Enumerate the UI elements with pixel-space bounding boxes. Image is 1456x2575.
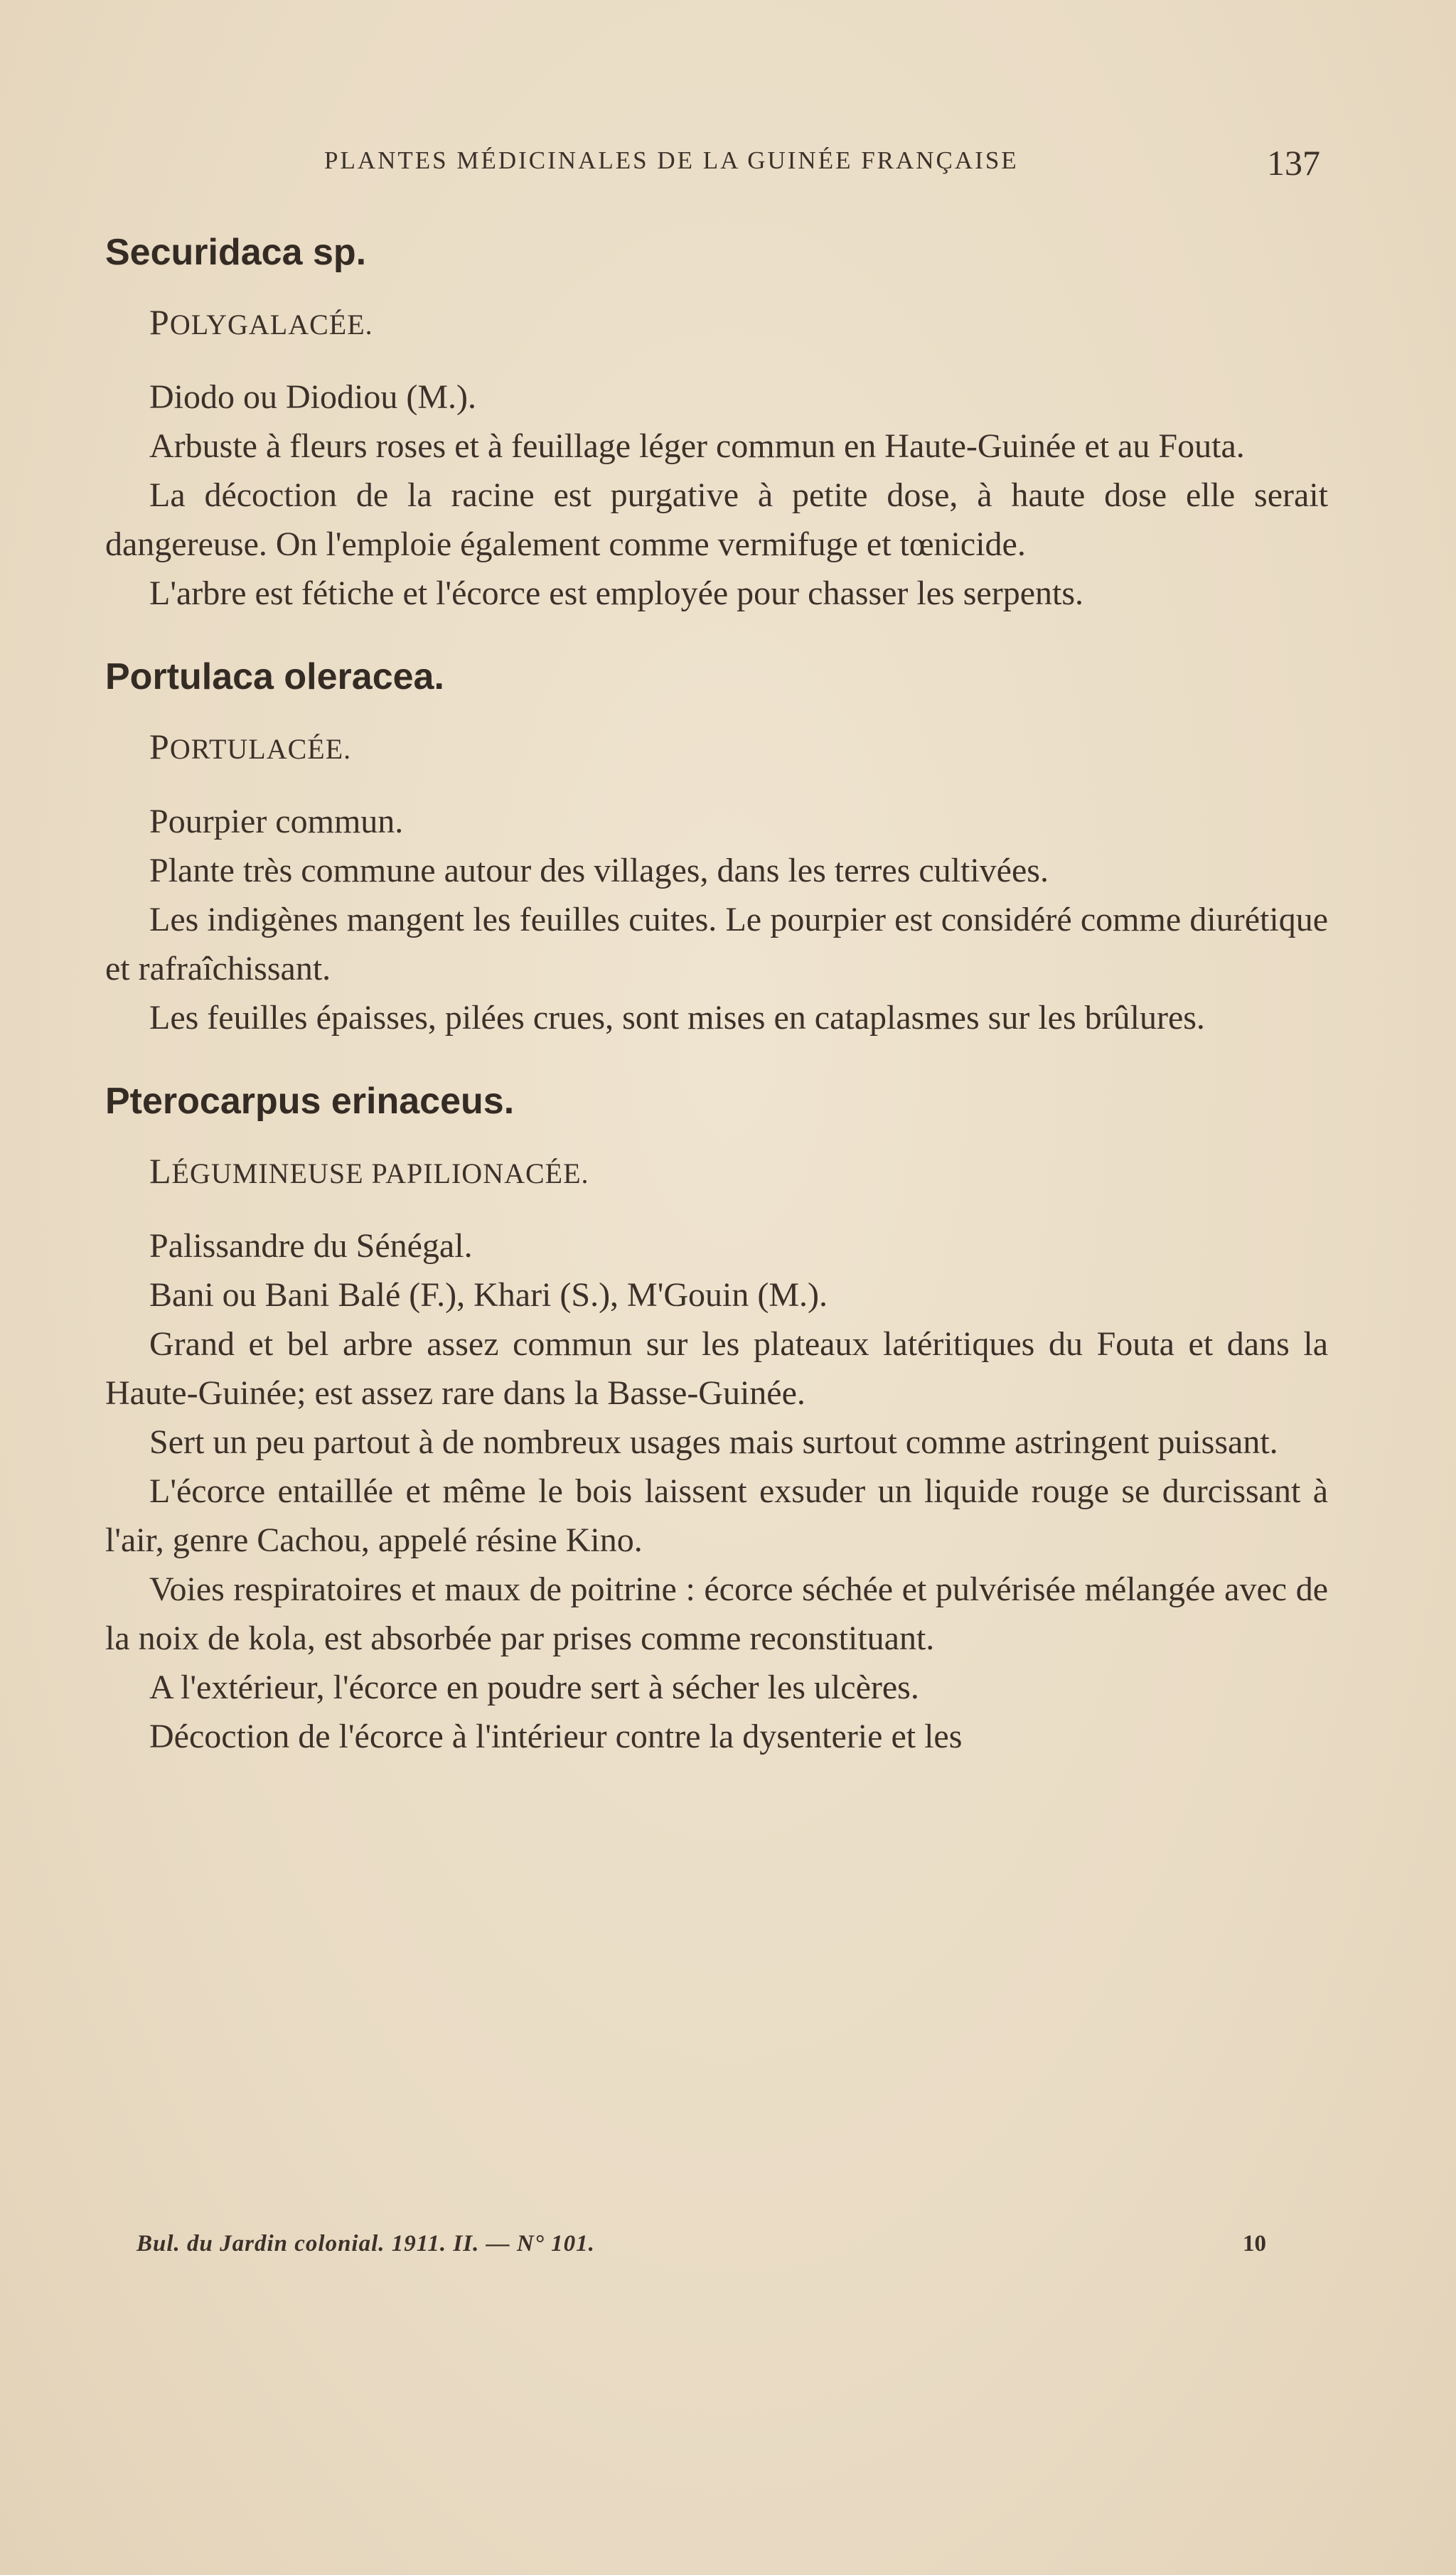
paragraph: Pourpier commun.: [149, 803, 404, 840]
family-initial: L: [149, 1151, 172, 1191]
family-rest: ORTULACÉE.: [169, 733, 352, 765]
family-name: [149, 1153, 1328, 1192]
family-rest: ÉGUMINEUSE PAPILIONACÉE.: [171, 1157, 589, 1189]
running-title: PLANTES MÉDICINALES DE LA GUINÉE FRANÇAISE: [324, 146, 1019, 174]
paragraph: Palissandre du Sénégal.: [149, 1227, 473, 1265]
paragraph: L'écorce entaillée et même le bois laissent exsuder un liquide rouge se durcissant à l'air, genre Cachou, appelé résine Kino.: [105, 1472, 1328, 1559]
species-entry: [105, 652, 1328, 1042]
species-entry: [105, 227, 1328, 618]
family-initial: P: [149, 727, 170, 766]
paragraph: A l'extérieur, l'écorce en poudre sert à sécher les ulcères.: [149, 1669, 919, 1706]
paragraph: Grand et bel arbre assez commun sur les plateaux latéritiques du Fouta et dans la Haute-Guinée; est assez rare dans la Basse-Guinée.: [105, 1325, 1328, 1412]
page-footer: [136, 2231, 1274, 2266]
paragraph: Sert un peu partout à de nombreux usages mais surtout comme astringent puissant.: [149, 1423, 1278, 1461]
family-initial: P: [149, 302, 170, 342]
family-rest: OLYGALACÉE.: [169, 309, 373, 341]
species-entry: [105, 1076, 1328, 1761]
paragraph: Diodo ou Diodiou (M.).: [149, 378, 476, 416]
paragraph: Les indigènes mangent les feuilles cuites. Le pourpier est considéré comme diurétique et rafraîchissant.: [105, 901, 1328, 987]
main-text: [105, 227, 1328, 1761]
paragraph: L'arbre est fétiche et l'écorce est employée pour chasser les serpents.: [149, 574, 1084, 612]
species-name: Portulaca oleracea.: [105, 656, 444, 697]
paragraph: Bani ou Bani Balé (F.), Khari (S.), M'Gouin (M.).: [149, 1276, 828, 1314]
bulletin-reference: Bul. du Jardin colonial. 1911. II. — N° 101.: [136, 2231, 595, 2257]
signature-mark: 10: [1243, 2231, 1266, 2257]
page-header: [0, 142, 1456, 192]
paragraph: Décoction de l'écorce à l'intérieur contre la dysenterie et les: [149, 1718, 963, 1755]
species-name: Pterocarpus erinaceus.: [105, 1081, 515, 1122]
species-name: Securidaca sp.: [105, 232, 367, 273]
paragraph: Voies respiratoires et maux de poitrine : écorce séchée et pulvérisée mélangée avec de la noix de kola, est absorbée par prises comme reconstituant.: [105, 1570, 1328, 1657]
page-number: 137: [1267, 143, 1320, 183]
family-name: [149, 304, 1328, 343]
paragraph: La décoction de la racine est purgative à petite dose, à haute dose elle serait dangereuse. On l'emploie également comme vermifuge et tœnicide.: [105, 476, 1328, 563]
paragraph: Arbuste à fleurs roses et à feuillage léger commun en Haute-Guinée et au Fouta.: [149, 427, 1245, 465]
family-name: [149, 729, 1328, 767]
paragraph: Plante très commune autour des villages, dans les terres cultivées.: [149, 852, 1049, 889]
paragraph: Les feuilles épaisses, pilées crues, sont mises en cataplasmes sur les brûlures.: [149, 999, 1205, 1037]
